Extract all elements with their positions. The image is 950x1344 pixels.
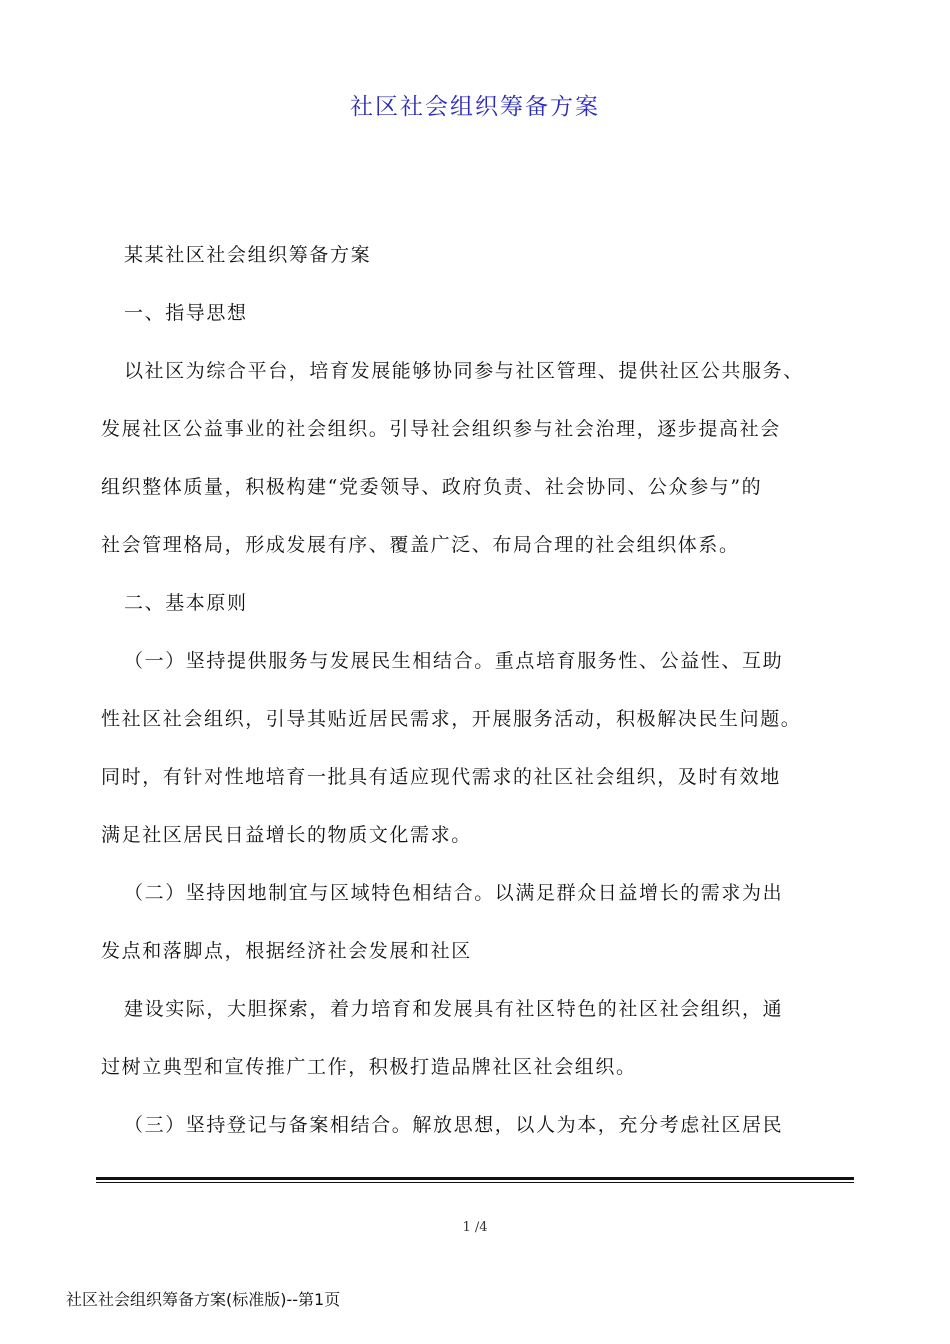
doc-line: 发展社区公益事业的社会组织。引导社会组织参与社会治理，逐步提高社会 <box>101 418 781 440</box>
doc-line: 性社区社会组织，引导其贴近居民需求，开展服务活动，积极解决民生问题。 <box>101 708 802 730</box>
doc-line: （一）坚持提供服务与发展民生相结合。重点培育服务性、公益性、互助 <box>124 650 784 672</box>
doc-line: 发点和落脚点，根据经济社会发展和社区 <box>101 940 472 962</box>
doc-line: 组织整体质量，积极构建“党委领导、政府负责、社会协同、公众参与”的 <box>101 476 763 498</box>
doc-line: 同时，有针对性地培育一批具有适应现代需求的社区社会组织，及时有效地 <box>101 766 781 788</box>
doc-line: 建设实际，大胆探索，着力培育和发展具有社区特色的社区社会组织，通 <box>124 998 784 1020</box>
doc-line: 以社区为综合平台，培育发展能够协同参与社区管理、提供社区公共服务、 <box>124 360 804 382</box>
doc-line: （二）坚持因地制宜与区域特色相结合。以满足群众日益增长的需求为出 <box>124 882 784 904</box>
doc-line: 社会管理格局，形成发展有序、覆盖广泛、布局合理的社会组织体系。 <box>101 534 740 556</box>
page-indicator: 1 /4 <box>462 1220 488 1235</box>
footer-divider-thin <box>96 1182 854 1183</box>
doc-line-subtitle: 某某社区社会组织筹备方案 <box>124 244 372 266</box>
doc-line: 满足社区居民日益增长的物质文化需求。 <box>101 824 472 846</box>
footer-caption: 社区社会组织筹备方案(标准版)--第1页 <box>66 1290 341 1309</box>
document-title: 社区社会组织筹备方案 <box>350 94 600 120</box>
doc-line-heading-1: 一、指导思想 <box>124 302 248 324</box>
doc-line: （三）坚持登记与备案相结合。解放思想，以人为本，充分考虑社区居民 <box>124 1114 784 1136</box>
footer-divider-thick <box>96 1177 854 1180</box>
doc-line-heading-2: 二、基本原则 <box>124 592 248 614</box>
doc-line: 过树立典型和宣传推广工作，积极打造品牌社区社会组织。 <box>101 1056 637 1078</box>
